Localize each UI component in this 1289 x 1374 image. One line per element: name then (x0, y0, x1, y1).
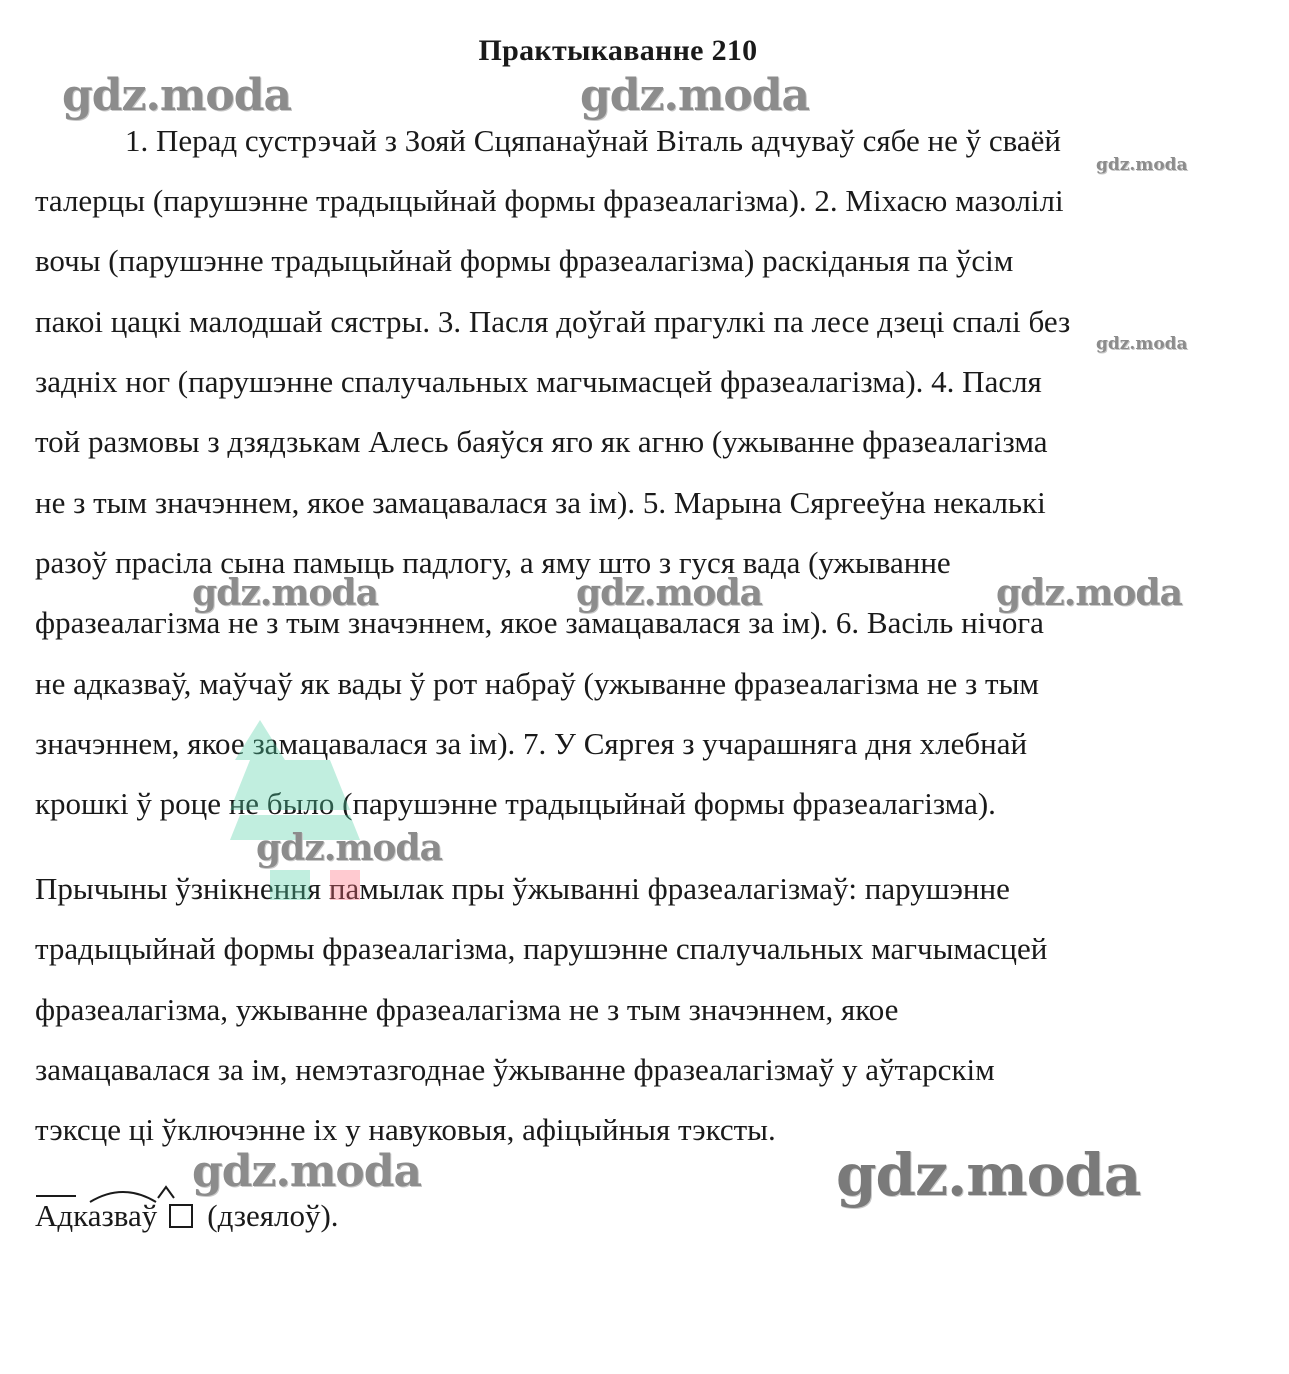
text-line: тэксце ці ўключэнне іх у навуковыя, афіцыйныя тэксты. (35, 1112, 776, 1147)
answer-note: (дзеялоў). (207, 1198, 339, 1233)
watermark: gdz.moda (1096, 334, 1188, 354)
watermark: gdz.moda (192, 572, 378, 614)
answer-line (35, 1200, 339, 1231)
watermark: gdz.moda (62, 70, 292, 121)
text-line: не адказваў, маўчаў як вады ў рот набраў (ужыванне фразеалагізма не з тым (35, 666, 1040, 701)
watermark: gdz.moda (836, 1141, 1141, 1209)
text-line: талерцы (парушэнне традыцыйнай формы фразеалагізма). 2. Міхасю мазолілі (35, 183, 1064, 218)
watermark: gdz.moda (580, 70, 810, 121)
suffix-mark (156, 1185, 176, 1199)
watermark: gdz.moda (1096, 155, 1188, 175)
watermark: gdz.moda (576, 572, 762, 614)
watermark: gdz.moda (996, 572, 1182, 614)
text-line: Прычыны ўзнікнення памылак пры ўжыванні фразеалагізмаў: парушэнне (35, 871, 1010, 906)
text-line: крошкі ў роце не было (парушэнне традыцыйнай формы фразеалагізма). (35, 786, 996, 821)
tree-logo-icon (230, 720, 370, 910)
text-line: фразеалагізма не з тым значэннем, якое замацавалася за ім). 6. Васіль нічога (35, 605, 1044, 640)
text-line: вочы (парушэнне традыцыйнай формы фразеалагізма) раскіданыя па ўсім (35, 243, 1014, 278)
text-line: традыцыйнай формы фразеалагізма, парушэнне спалучальных магчымасцей (35, 931, 1048, 966)
text-line: пакоі цацкі малодшай сястры. 3. Пасля доўгай прагулкі па лесе дзеці спалі без (35, 304, 1071, 339)
zero-ending-box (169, 1204, 193, 1228)
text-line: значэннем, якое замацавалася за ім). 7. У Сяргея з учарашняга дня хлебнай (35, 726, 1028, 761)
prefix-mark (36, 1195, 76, 1197)
text-line: фразеалагізма, ужыванне фразеалагізма не з тым значэннем, якое (35, 992, 899, 1027)
text-line: разоў прасіла сына памыць падлогу, а яму што з гуся вада (ужыванне (35, 545, 951, 580)
text-line: замацавалася за ім, немэтазгоднае ўжыванне фразеалагізмаў у аўтарскім (35, 1052, 995, 1087)
watermark: gdz.moda (192, 1146, 422, 1197)
answer-word: Адказваў (35, 1198, 158, 1233)
watermark: gdz.moda (256, 827, 442, 869)
text-line: той размовы з дзядзькам Алесь баяўся яго як агню (ужыванне фразеалагізма (35, 424, 1048, 459)
text-line: не з тым значэннем, якое замацавалася за ім). 5. Марына Сяргееўна некалькі (35, 485, 1046, 520)
page-title: Практыкаванне 210 (478, 34, 758, 67)
text-line: задніх ног (парушэнне спалучальных магчымасцей фразеалагізма). 4. Пасля (35, 364, 1042, 399)
text-line: 1. Перад сустрэчай з Зояй Сцяпанаўнай Віталь адчуваў сябе не ў сваёй (125, 123, 1061, 158)
